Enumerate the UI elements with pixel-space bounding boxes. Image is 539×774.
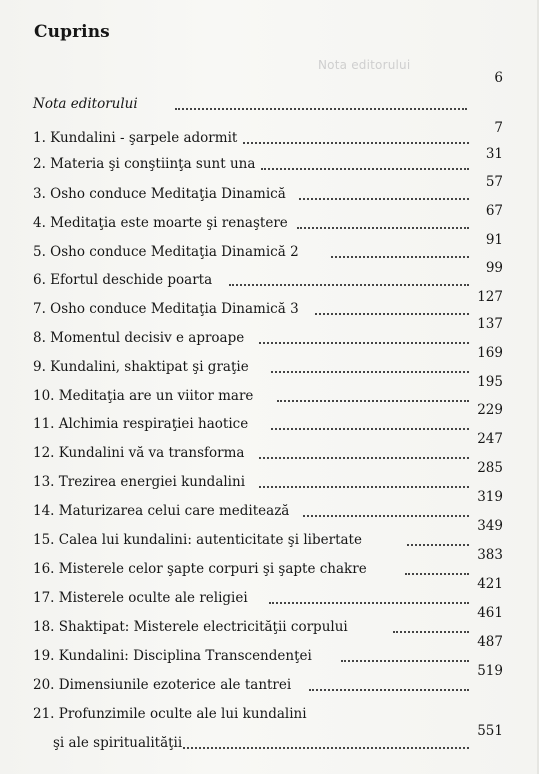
toc-page-number: 6	[494, 70, 503, 86]
toc-page-number: 7	[494, 120, 503, 136]
toc-entry-label: 17. Misterele oculte ale religiei	[33, 590, 248, 606]
toc-page-number: 195	[477, 374, 503, 390]
toc-row-5	[33, 232, 503, 260]
toc-page-number: 461	[477, 605, 503, 621]
toc-page-number: 127	[477, 289, 503, 305]
toc-entry-label: 9. Kundalini, shaktipat şi graţie	[33, 359, 249, 375]
toc-page-number: 421	[477, 576, 503, 592]
dot-leader	[243, 140, 469, 144]
page-title: Cuprins	[34, 22, 110, 42]
dot-leader	[271, 369, 469, 373]
dot-leader	[315, 311, 469, 315]
dot-leader	[259, 340, 469, 344]
toc-row-17	[33, 576, 503, 606]
toc-page-number: 349	[477, 518, 503, 534]
dot-leader	[297, 225, 469, 229]
toc-entry-label: 13. Trezirea energiei kundalini	[33, 474, 246, 490]
dot-leader	[261, 166, 469, 170]
toc-entry-label-line2: şi ale spiritualităţii	[53, 735, 183, 751]
toc-row-15	[33, 518, 503, 548]
toc-page-number: 137	[477, 316, 503, 332]
toc-page-number: 99	[485, 260, 503, 276]
toc-row-14	[33, 489, 503, 519]
toc-entry-label: 3. Osho conduce Meditaţia Dinamică	[33, 186, 286, 202]
dot-leader	[269, 600, 469, 604]
dot-leader	[183, 745, 469, 749]
toc-row-2	[33, 146, 503, 172]
toc-page-number: 285	[477, 460, 503, 476]
toc-row-21	[33, 700, 503, 722]
dot-leader	[277, 398, 469, 402]
dot-leader	[341, 658, 469, 662]
toc-page-number: 383	[477, 547, 503, 563]
dot-leader	[299, 196, 469, 200]
toc-page-number: 319	[477, 489, 503, 505]
toc-entry-label: 2. Materia şi conştiinţa sunt una	[33, 156, 256, 172]
toc-entry-label: 11. Alchimia respiraţiei haotice	[33, 416, 249, 432]
bleed-through-text: Nota editorului	[318, 58, 411, 72]
dot-leader	[405, 571, 469, 575]
dot-leader	[271, 426, 469, 430]
toc-entry-label: 12. Kundalini vă va transforma	[33, 445, 245, 461]
toc-page-number: 229	[477, 402, 503, 418]
toc-entry-label: 8. Momentul decisiv e aproape	[33, 330, 245, 346]
toc-page-number: 57	[485, 174, 503, 190]
toc-entry-label: Nota editorului	[33, 96, 138, 112]
toc-entry-label: 6. Efortul deschide poarta	[33, 272, 213, 288]
toc-entry-label: 5. Osho conduce Meditaţia Dinamică 2	[33, 244, 299, 260]
toc-entry-label: 4. Meditaţia este moarte şi renaştere	[33, 215, 288, 231]
toc-page-number: 91	[485, 232, 503, 248]
toc-page-number: 519	[477, 663, 503, 679]
toc-entry-label: 18. Shaktipat: Misterele electricităţii corpului	[33, 619, 348, 635]
toc-row-10	[33, 374, 503, 404]
toc-row-12	[33, 431, 503, 461]
toc-page-number: 67	[485, 203, 503, 219]
toc-entry-label: 20. Dimensiunile ezoterice ale tantrei	[33, 677, 292, 693]
dot-leader	[303, 513, 469, 517]
toc-row-16	[33, 547, 503, 577]
toc-row-18	[33, 605, 503, 635]
toc-row-21-continuation	[33, 723, 503, 751]
toc-entry-label: 10. Meditaţia are un viitor mare	[33, 388, 254, 404]
toc-entry-label: 7. Osho conduce Meditaţia Dinamică 3	[33, 301, 299, 317]
toc-row-7	[33, 289, 503, 317]
dot-leader	[259, 484, 469, 488]
toc-page-number: 487	[477, 634, 503, 650]
toc-row-3	[33, 174, 503, 202]
toc-page-number: 247	[477, 431, 503, 447]
toc-entry-label: 15. Calea lui kundalini: autenticitate şi libertate	[33, 532, 362, 548]
dot-leader	[331, 254, 469, 258]
toc-entry-label: 14. Maturizarea celui care meditează	[33, 503, 290, 519]
dot-leader	[407, 542, 469, 546]
dot-leader	[229, 282, 469, 286]
toc-entry-label: 21. Profunzimile oculte ale lui kundalini	[33, 706, 307, 722]
dot-leader	[259, 455, 469, 459]
toc-row-20	[33, 663, 503, 693]
dot-leader	[309, 687, 469, 691]
toc-row-8	[33, 316, 503, 346]
toc-page-number: 169	[477, 345, 503, 361]
toc-row-editor-note	[33, 70, 503, 112]
toc-row-19	[33, 634, 503, 664]
toc-entry-label: 1. Kundalini - şarpele adormit	[33, 130, 238, 146]
dot-leader	[393, 629, 469, 633]
toc-row-1	[33, 120, 503, 146]
toc-page-number: 551	[477, 723, 503, 739]
toc-row-13	[33, 460, 503, 490]
toc-row-9	[33, 345, 503, 375]
toc-entry-label: 19. Kundalini: Disciplina Transcendenţei	[33, 648, 312, 664]
toc-row-4	[33, 203, 503, 231]
toc-entry-label: 16. Misterele celor şapte corpuri şi şapte chakre	[33, 561, 367, 577]
toc-row-6	[33, 260, 503, 288]
toc-row-11	[33, 402, 503, 432]
dot-leader	[175, 106, 467, 110]
toc-page-number: 31	[485, 146, 503, 162]
